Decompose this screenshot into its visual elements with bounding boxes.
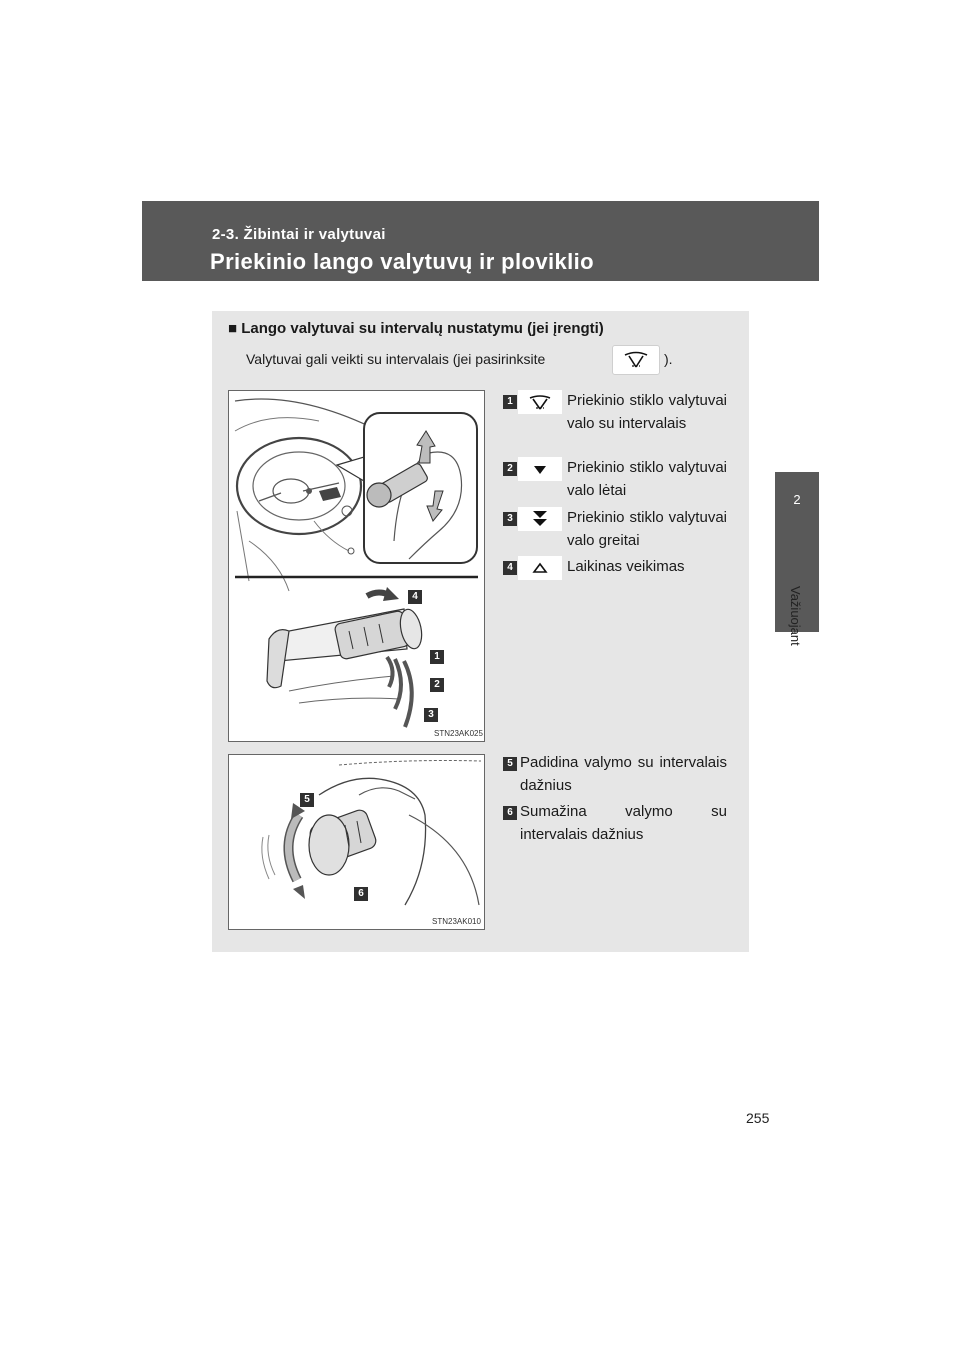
mode-description: Priekinio stiklo valytuvai valo lėtai — [567, 459, 727, 499]
figure-code: STN23AK010 — [432, 917, 481, 926]
panel-intro-close: ). — [664, 351, 673, 367]
adjust-badge: 5 — [503, 757, 517, 771]
mode-badge: 1 — [503, 395, 517, 409]
callout-badge: 5 — [300, 793, 314, 807]
mode-description: Laikinas veikimas — [567, 558, 685, 575]
mode-description: Priekinio stiklo valytuvai valo su intervalais — [567, 392, 727, 432]
mode-badge: 3 — [503, 512, 517, 526]
page-number: 255 — [746, 1110, 770, 1126]
figure-interval-ring — [228, 754, 485, 930]
double-chevron-down-icon — [518, 507, 562, 531]
wiper-intermittent-icon — [612, 345, 660, 375]
adjust-badge: 6 — [503, 806, 517, 820]
mode-badge: 2 — [503, 462, 517, 476]
mode-description: Priekinio stiklo valytuvai valo greitai — [567, 509, 727, 549]
mode-badge: 4 — [503, 561, 517, 575]
callout-badge: 4 — [408, 590, 422, 604]
callout-badge: 6 — [354, 887, 368, 901]
adjust-description: Sumažina valymo su intervalais dažnius — [520, 803, 727, 843]
chapter-label: Važiuojant — [788, 586, 803, 646]
callout-badge: 2 — [430, 678, 444, 692]
section-label: 2-3. Žibintai ir valytuvai — [212, 226, 386, 243]
chevron-up-icon — [518, 556, 562, 580]
callout-badge: 3 — [424, 708, 438, 722]
chapter-number: 2 — [793, 492, 801, 507]
figure-wiper-lever — [228, 390, 485, 742]
adjust-description: Padidina valymo su intervalais dažnius — [520, 754, 727, 794]
wiper-lever-illustration — [229, 391, 484, 741]
triangle-down-icon — [518, 457, 562, 481]
interval-ring-illustration — [229, 755, 484, 929]
figure-code: STN23AK025 — [434, 729, 483, 738]
callout-badge: 1 — [430, 650, 444, 664]
page-title: Priekinio lango valytuvų ir ploviklio — [210, 249, 594, 274]
panel-intro: Valytuvai gali veikti su intervalais (jei pasirinksite — [246, 351, 546, 367]
wiper-intermittent-icon — [518, 390, 562, 414]
panel-heading: ■ Lango valytuvai su intervalų nustatymu (jei įrengti) — [228, 320, 604, 337]
